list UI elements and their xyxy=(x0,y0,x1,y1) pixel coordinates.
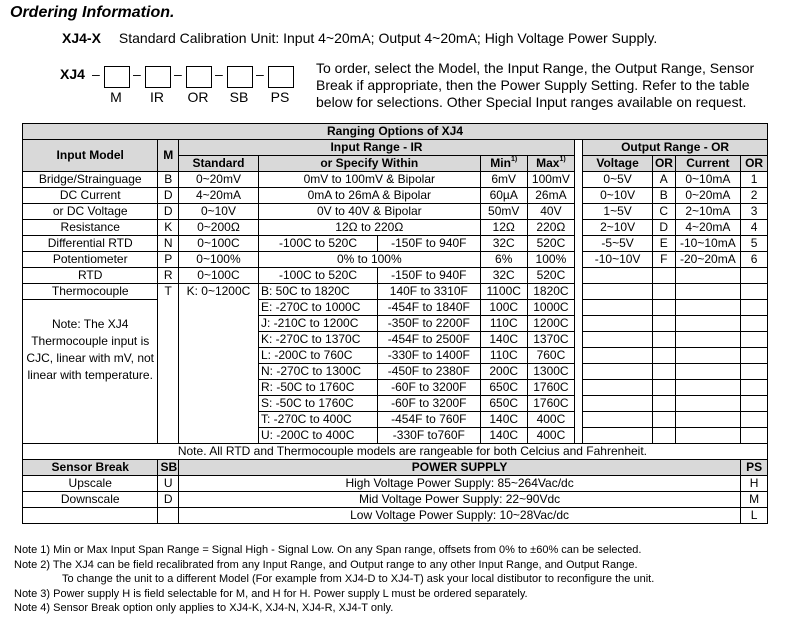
cell-m: D xyxy=(158,204,179,220)
box-label-sb: SB xyxy=(229,89,249,105)
cell-spec-f: -150F to 940F xyxy=(378,268,481,284)
cell-max: 520C xyxy=(527,236,574,252)
cell-cor: 5 xyxy=(741,236,768,252)
tc-max: 760C xyxy=(527,348,574,364)
empty-cell xyxy=(741,268,768,284)
power-desc: Low Voltage Power Supply: 10~28Vac/dc xyxy=(178,508,740,524)
cell-spec: 0% to 100% xyxy=(258,252,480,268)
empty-cell xyxy=(741,396,768,412)
cell-volt: 1~5V xyxy=(583,204,653,220)
cell-spec-f: -150F to 940F xyxy=(378,236,481,252)
cell-cor: 3 xyxy=(741,204,768,220)
empty-cell xyxy=(583,284,653,300)
dash: – xyxy=(92,66,100,82)
tc-f-range: -450F to 2380F xyxy=(378,364,481,380)
tc-f-range: -454F to 2500F xyxy=(378,332,481,348)
cell-vor: B xyxy=(652,188,675,204)
cell-spec-c: -100C to 520C xyxy=(258,268,377,284)
cell-spec-c: -100C to 520C xyxy=(258,236,377,252)
note-2-continued: To change the unit to a different Model (For example from XJ4-D to XJ4-T) ask your local distibutor to reconfigure the unit. xyxy=(62,573,655,585)
power-desc: Mid Voltage Power Supply: 22~90Vdc xyxy=(178,492,740,508)
table-row xyxy=(23,492,768,508)
table-row xyxy=(23,204,768,220)
footnotes xyxy=(14,543,784,616)
dash: – xyxy=(215,66,223,82)
hdr-standard: Standard xyxy=(178,156,258,172)
order-code-diagram xyxy=(60,62,310,110)
order-instructions: To order, select the Model, the Input Range, the Output Range, Sensor Break if appropriate, then the Power Supply Setting. Refer to the table below for selections. Other Special Input ranges available on request. xyxy=(316,60,755,110)
tc-c-range: S: -50C to 1760C xyxy=(258,396,377,412)
tc-c-range: L: -200C to 760C xyxy=(258,348,377,364)
empty-cell xyxy=(675,380,741,396)
page-heading: Ordering Information. xyxy=(10,4,175,21)
cell-vor: E xyxy=(652,236,675,252)
tc-min: 1100C xyxy=(480,284,527,300)
model-code: XJ4-X xyxy=(62,30,101,46)
cell-cur: 0~20mA xyxy=(675,188,741,204)
cell-volt: 2~10V xyxy=(583,220,653,236)
model-line xyxy=(62,30,657,46)
empty-cell xyxy=(652,316,675,332)
tc-min: 140C xyxy=(480,332,527,348)
tc-c-range: R: -50C to 1760C xyxy=(258,380,377,396)
table-row xyxy=(23,268,768,284)
empty-cell xyxy=(741,284,768,300)
input-range-box xyxy=(145,66,171,88)
cell-model: DC Current xyxy=(23,188,158,204)
cell-max: 40V xyxy=(527,204,574,220)
empty-cell xyxy=(583,380,653,396)
cell-spec: 12Ω to 220Ω xyxy=(258,220,480,236)
ps-code: L xyxy=(741,508,768,524)
cell-min: 32C xyxy=(480,268,527,284)
tc-c-range: U: -200C to 400C xyxy=(258,428,377,444)
ranging-options-table xyxy=(22,123,768,524)
cell-cor: 4 xyxy=(741,220,768,236)
tc-min: 140C xyxy=(480,428,527,444)
empty-cell xyxy=(583,428,653,444)
empty-cell xyxy=(583,396,653,412)
sb-label: Downscale xyxy=(23,492,158,508)
hdr-output-range: Output Range - OR xyxy=(583,140,768,156)
cell-max: 26mA xyxy=(527,188,574,204)
power-desc: High Voltage Power Supply: 85~264Vac/dc xyxy=(178,476,740,492)
tc-max: 400C xyxy=(527,428,574,444)
cell-cur: 4~20mA xyxy=(675,220,741,236)
cell-max: 100mV xyxy=(527,172,574,188)
empty-cell xyxy=(652,364,675,380)
tc-max: 1820C xyxy=(527,284,574,300)
empty-cell xyxy=(583,348,653,364)
tc-c-range: N: -270C to 1300C xyxy=(258,364,377,380)
sensor-break-box xyxy=(227,66,253,88)
cell-min: 6mV xyxy=(480,172,527,188)
empty-cell xyxy=(652,428,675,444)
tc-f-range: -454F to 760F xyxy=(378,412,481,428)
hdr-voltage: Voltage xyxy=(583,156,653,172)
table-row xyxy=(23,220,768,236)
box-label-ps: PS xyxy=(270,89,290,105)
sb-code: D xyxy=(158,492,179,508)
note-2: Note 2) The XJ4 can be field recalibrated from any Input Range, and Output range to any other Input Range, and Output Range. xyxy=(14,558,638,571)
cell-m: R xyxy=(158,268,179,284)
ps-code: M xyxy=(741,492,768,508)
note-4: Note 4) Sensor Break option only applies to XJ4-K, XJ4-N, XJ4-R, XJ4-T only. xyxy=(14,602,394,614)
tc-max: 1370C xyxy=(527,332,574,348)
cell-max: 220Ω xyxy=(527,220,574,236)
dash: – xyxy=(174,66,182,82)
power-supply-box xyxy=(268,66,294,88)
order-code-prefix: XJ4 xyxy=(60,66,85,82)
cell-model: or DC Voltage xyxy=(23,204,158,220)
model-box xyxy=(104,66,130,88)
cell-m: B xyxy=(158,172,179,188)
sb-code xyxy=(158,508,179,524)
empty-cell xyxy=(652,348,675,364)
empty-cell xyxy=(675,348,741,364)
tc-f-range: 140F to 3310F xyxy=(378,284,481,300)
table-row xyxy=(23,300,768,316)
output-range-box xyxy=(186,66,212,88)
rtd-thermocouple-note: Note. All RTD and Thermocouple models are rangeable for both Celcius and Fahrenheit. xyxy=(23,444,768,460)
hdr-or: OR xyxy=(652,156,675,172)
cell-std: 0~100C xyxy=(178,268,258,284)
cell-cor: 2 xyxy=(741,188,768,204)
tc-f-range: -330F to760F xyxy=(378,428,481,444)
cell-min: 32C xyxy=(480,236,527,252)
empty-cell xyxy=(741,364,768,380)
hdr-input-model: Input Model xyxy=(23,140,158,172)
tc-c-range: B: 50C to 1820C xyxy=(258,284,377,300)
cell-m: T xyxy=(158,284,179,444)
hdr-or-2: OR xyxy=(741,156,768,172)
cell-std: 0~100C xyxy=(178,236,258,252)
empty-cell xyxy=(675,332,741,348)
empty-cell xyxy=(652,268,675,284)
cell-spec: 0mV to 100mV & Bipolar xyxy=(258,172,480,188)
empty-cell xyxy=(675,284,741,300)
cell-min: 12Ω xyxy=(480,220,527,236)
empty-cell xyxy=(675,428,741,444)
empty-cell xyxy=(583,332,653,348)
empty-cell xyxy=(583,268,653,284)
note-3: Note 3) Power supply H is field selectable for M, and H for H. Power supply L must be ordered separately. xyxy=(14,587,528,600)
cell-m: N xyxy=(158,236,179,252)
table-row xyxy=(23,476,768,492)
hdr-sb: SB xyxy=(158,460,179,476)
tc-min: 140C xyxy=(480,412,527,428)
tc-max: 1000C xyxy=(527,300,574,316)
cell-model: Potentiometer xyxy=(23,252,158,268)
spacer xyxy=(575,140,583,444)
empty-cell xyxy=(741,380,768,396)
empty-cell xyxy=(741,300,768,316)
empty-cell xyxy=(741,316,768,332)
tc-min: 650C xyxy=(480,380,527,396)
cell-cur: -20~20mA xyxy=(675,252,741,268)
note-1: Note 1) Min or Max Input Span Range = Signal High - Signal Low. On any Span range, offsets from 0% to ±60% can be selected. xyxy=(14,544,642,556)
hdr-ps: PS xyxy=(741,460,768,476)
sb-label: Upscale xyxy=(23,476,158,492)
tc-max: 1200C xyxy=(527,316,574,332)
cell-std: 0~200Ω xyxy=(178,220,258,236)
hdr-min: Min$^{1)}$ xyxy=(480,156,527,172)
cell-m: D xyxy=(158,188,179,204)
cell-model: Differential RTD xyxy=(23,236,158,252)
cell-m: P xyxy=(158,252,179,268)
tc-min: 200C xyxy=(480,364,527,380)
tc-f-range: -60F to 3200F xyxy=(378,396,481,412)
empty-cell xyxy=(652,396,675,412)
tc-f-range: -60F to 3200F xyxy=(378,380,481,396)
cell-volt: -5~5V xyxy=(583,236,653,252)
empty-cell xyxy=(652,380,675,396)
empty-cell xyxy=(652,300,675,316)
cell-model: Resistance xyxy=(23,220,158,236)
cell-vor: F xyxy=(652,252,675,268)
cell-std: 0~100% xyxy=(178,252,258,268)
cell-vor: A xyxy=(652,172,675,188)
tc-f-range: -350F to 2200F xyxy=(378,316,481,332)
tc-f-range: -454F to 1840F xyxy=(378,300,481,316)
cell-min: 6% xyxy=(480,252,527,268)
cell-volt: 0~5V xyxy=(583,172,653,188)
cell-cur: -10~10mA xyxy=(675,236,741,252)
empty-cell xyxy=(675,268,741,284)
empty-cell xyxy=(583,300,653,316)
cell-std: 4~20mA xyxy=(178,188,258,204)
table-row xyxy=(23,172,768,188)
empty-cell xyxy=(741,412,768,428)
hdr-max: Max$^{1)}$ xyxy=(527,156,574,172)
hdr-input-range: Input Range - IR xyxy=(178,140,574,156)
empty-cell xyxy=(675,364,741,380)
cell-volt: 0~10V xyxy=(583,188,653,204)
empty-cell xyxy=(675,412,741,428)
cell-spec: 0mA to 26mA & Bipolar xyxy=(258,188,480,204)
ps-code: H xyxy=(741,476,768,492)
tc-min: 100C xyxy=(480,300,527,316)
tc-max: 1760C xyxy=(527,380,574,396)
sb-code: U xyxy=(158,476,179,492)
cell-m: K xyxy=(158,220,179,236)
cell-std: K: 0~1200C xyxy=(178,284,258,444)
cell-model: Bridge/Strainguage xyxy=(23,172,158,188)
cell-vor: D xyxy=(652,220,675,236)
table-title: Ranging Options of XJ4 xyxy=(23,124,768,140)
cell-spec: 0V to 40V & Bipolar xyxy=(258,204,480,220)
tc-c-range: T: -270C to 400C xyxy=(258,412,377,428)
cell-max: 100% xyxy=(527,252,574,268)
tc-max: 1300C xyxy=(527,364,574,380)
sb-label xyxy=(23,508,158,524)
cell-model: RTD xyxy=(23,268,158,284)
hdr-current: Current xyxy=(675,156,741,172)
box-label-or: OR xyxy=(187,89,209,105)
empty-cell xyxy=(583,316,653,332)
empty-cell xyxy=(583,412,653,428)
cell-cur: 2~10mA xyxy=(675,204,741,220)
box-label-m: M xyxy=(110,89,122,105)
empty-cell xyxy=(652,412,675,428)
empty-cell xyxy=(675,396,741,412)
empty-cell xyxy=(675,300,741,316)
dash: – xyxy=(133,66,141,82)
table-row xyxy=(23,284,768,300)
cell-cor: 6 xyxy=(741,252,768,268)
cell-std: 0~10V xyxy=(178,204,258,220)
tc-max: 400C xyxy=(527,412,574,428)
cell-vor: C xyxy=(652,204,675,220)
box-label-ir: IR xyxy=(150,89,164,105)
cell-max: 520C xyxy=(527,268,574,284)
cell-cur: 0~10mA xyxy=(675,172,741,188)
empty-cell xyxy=(675,316,741,332)
table-row xyxy=(23,236,768,252)
empty-cell xyxy=(583,364,653,380)
empty-cell xyxy=(741,348,768,364)
cell-std: 0~20mV xyxy=(178,172,258,188)
hdr-m: M xyxy=(158,140,179,172)
model-desc: Standard Calibration Unit: Input 4~20mA; Output 4~20mA; High Voltage Power Supply. xyxy=(118,30,658,46)
cell-cor: 1 xyxy=(741,172,768,188)
tc-max: 1760C xyxy=(527,396,574,412)
hdr-power-supply: POWER SUPPLY xyxy=(178,460,740,476)
tc-min: 110C xyxy=(480,348,527,364)
hdr-specify: or Specify Within xyxy=(258,156,480,172)
tc-min: 110C xyxy=(480,316,527,332)
empty-cell xyxy=(652,284,675,300)
empty-cell xyxy=(741,332,768,348)
thermocouple-note: Note: The XJ4 Thermocouple input is CJC, linear with mV, not linear with temperature. xyxy=(23,300,158,444)
tc-min: 650C xyxy=(480,396,527,412)
table-row xyxy=(23,508,768,524)
cell-volt: -10~10V xyxy=(583,252,653,268)
empty-cell xyxy=(652,332,675,348)
table-row xyxy=(23,252,768,268)
tc-f-range: -330F to 1400F xyxy=(378,348,481,364)
dash: – xyxy=(256,66,264,82)
hdr-sensor-break: Sensor Break xyxy=(23,460,158,476)
empty-cell xyxy=(741,428,768,444)
table-row xyxy=(23,188,768,204)
cell-min: 60µA xyxy=(480,188,527,204)
cell-model: Thermocouple xyxy=(23,284,158,300)
cell-min: 50mV xyxy=(480,204,527,220)
tc-c-range: K: -270C to 1370C xyxy=(258,332,377,348)
tc-c-range: E: -270C to 1000C xyxy=(258,300,377,316)
tc-c-range: J: -210C to 1200C xyxy=(258,316,377,332)
